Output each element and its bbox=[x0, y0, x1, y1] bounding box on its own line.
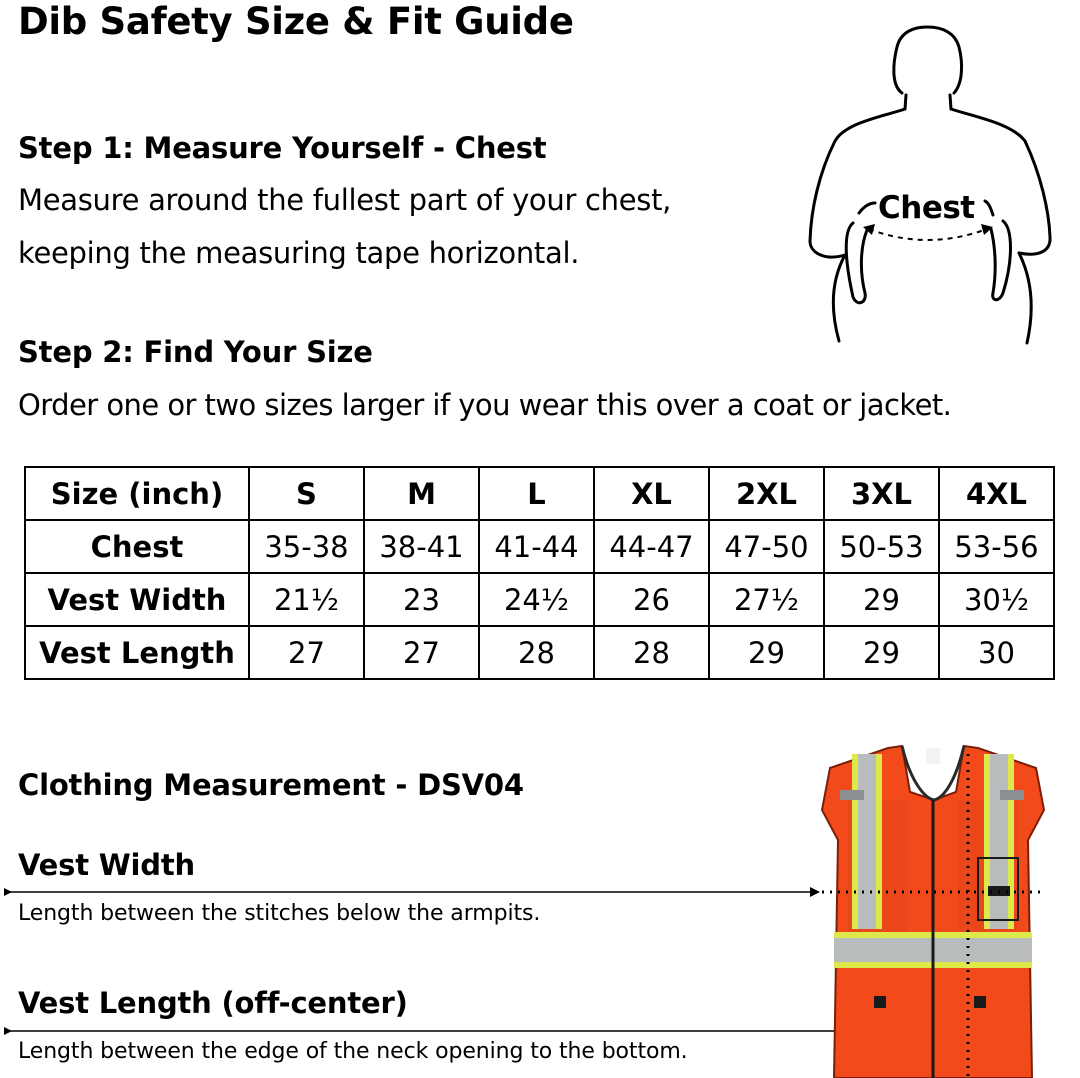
table-header-cell: L bbox=[479, 467, 594, 520]
table-cell: 24½ bbox=[479, 573, 594, 626]
table-cell: 27½ bbox=[709, 573, 824, 626]
table-cell: 23 bbox=[364, 573, 479, 626]
table-cell: 28 bbox=[479, 626, 594, 679]
step2-heading: Step 2: Find Your Size bbox=[18, 335, 373, 369]
step1-text-line1: Measure around the fullest part of your chest, bbox=[18, 183, 672, 217]
table-row bbox=[25, 626, 1054, 679]
table-cell: 27 bbox=[364, 626, 479, 679]
table-row bbox=[25, 573, 1054, 626]
table-cell: 50-53 bbox=[824, 520, 939, 573]
clothing-measurement-heading: Clothing Measurement - DSV04 bbox=[18, 768, 524, 802]
table-cell: 26 bbox=[594, 573, 709, 626]
table-header-cell: M bbox=[364, 467, 479, 520]
vest-width-description: Length between the stitches below the armpits. bbox=[18, 901, 541, 926]
body-outline-illustration bbox=[805, 25, 1060, 350]
table-cell: 29 bbox=[824, 626, 939, 679]
measuring-tape-line bbox=[869, 229, 987, 240]
table-cell: 53-56 bbox=[939, 520, 1054, 573]
table-row-label: Vest Length bbox=[25, 626, 249, 679]
safety-vest-illustration bbox=[818, 740, 1048, 1078]
chest-label: Chest bbox=[878, 190, 975, 226]
pointer-start-icon bbox=[4, 1027, 12, 1035]
table-header-cell: XL bbox=[594, 467, 709, 520]
table-header-cell: 3XL bbox=[824, 467, 939, 520]
table-cell: 29 bbox=[709, 626, 824, 679]
table-header-row bbox=[25, 467, 1054, 520]
safety-vest-image bbox=[818, 740, 1048, 1078]
table-cell: 21½ bbox=[249, 573, 364, 626]
chest-measurement-figure bbox=[805, 25, 1060, 350]
vest-width-heading: Vest Width bbox=[18, 848, 195, 882]
table-cell: 30½ bbox=[939, 573, 1054, 626]
table-cell: 44-47 bbox=[594, 520, 709, 573]
table-header-cell: 4XL bbox=[939, 467, 1054, 520]
table-header-cell: Size (inch) bbox=[25, 467, 249, 520]
vest-length-description: Length between the edge of the neck opening to the bottom. bbox=[18, 1039, 688, 1064]
step1-text-line2: keeping the measuring tape horizontal. bbox=[18, 236, 580, 270]
table-row bbox=[25, 520, 1054, 573]
step1-heading: Step 1: Measure Yourself - Chest bbox=[18, 131, 547, 165]
table-cell: 47-50 bbox=[709, 520, 824, 573]
step2-text: Order one or two sizes larger if you wear this over a coat or jacket. bbox=[18, 388, 952, 422]
table-cell: 35-38 bbox=[249, 520, 364, 573]
table-cell: 30 bbox=[939, 626, 1054, 679]
page-title: Dib Safety Size & Fit Guide bbox=[18, 0, 574, 43]
vest-length-heading: Vest Length (off-center) bbox=[18, 986, 408, 1020]
pointer-start-icon bbox=[4, 888, 12, 896]
table-cell: 41-44 bbox=[479, 520, 594, 573]
table-cell: 38-41 bbox=[364, 520, 479, 573]
size-chart-table bbox=[24, 466, 1055, 680]
table-cell: 28 bbox=[594, 626, 709, 679]
table-row-label: Vest Width bbox=[25, 573, 249, 626]
table-cell: 27 bbox=[249, 626, 364, 679]
table-row-label: Chest bbox=[25, 520, 249, 573]
table-header-cell: S bbox=[249, 467, 364, 520]
table-cell: 29 bbox=[824, 573, 939, 626]
table-header-cell: 2XL bbox=[709, 467, 824, 520]
